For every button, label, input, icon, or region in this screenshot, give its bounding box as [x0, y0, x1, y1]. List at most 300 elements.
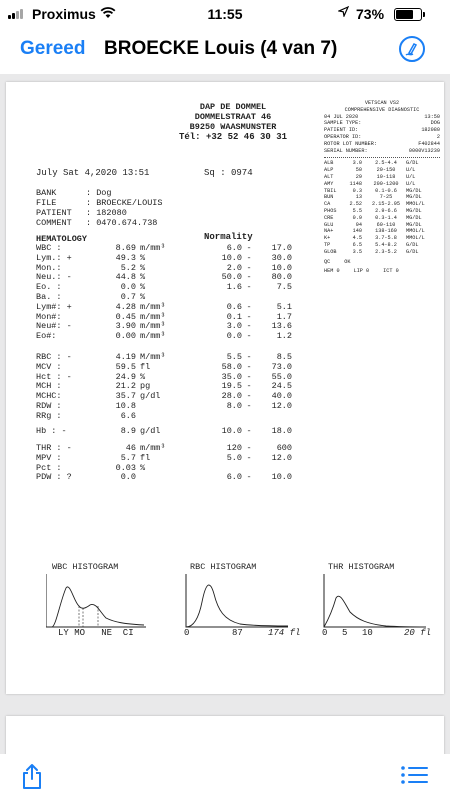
range-high: 12.0 [271, 400, 292, 411]
table-row [36, 473, 292, 483]
qc-label: QC [324, 258, 331, 265]
analyte-range: 5.4-8.2 [375, 241, 397, 248]
range-high: 1.7 [276, 311, 292, 322]
param-unit: m/mm³ [140, 443, 166, 453]
analyte-range: 2.9-6.6 [375, 207, 397, 214]
analyte-range: 200-1200 [373, 180, 399, 187]
rbc-axis-87: 87 [232, 628, 243, 638]
param-unit: % [140, 262, 146, 273]
analyte-row [324, 174, 440, 181]
param-name: MCV : [36, 361, 62, 372]
range-dash: - [246, 282, 252, 293]
vetscan-date: 04 JUL 2020 [324, 113, 359, 120]
clinic-name: DAP DE DOMMEL [199, 102, 267, 112]
analyte-range: 3.7-5.8 [375, 235, 397, 242]
range-high: 12.0 [271, 452, 292, 463]
param-unit: % [140, 462, 146, 473]
analyte-value: 13 [355, 194, 362, 201]
analyte-value: 50 [355, 167, 362, 174]
analyte-range: 138-160 [375, 228, 397, 235]
param-unit: m/mm³ [140, 243, 166, 253]
range-high: 10.0 [271, 472, 292, 483]
range-dash: - [246, 391, 252, 402]
range-low: 0.0 [226, 331, 242, 342]
analyte-name: PHOS [324, 207, 337, 214]
vetscan-datetime [324, 114, 440, 121]
patient-info [36, 188, 163, 228]
analyte-value: 5.5 [352, 207, 362, 214]
param-name: Lym.: + [36, 252, 72, 263]
info-row [36, 188, 163, 198]
ict-index: ICT 0 [383, 268, 399, 275]
range-low: 0.1 [226, 311, 242, 322]
vetscan-field-value: 2 [436, 133, 440, 140]
param-value: 6.6 [120, 410, 136, 421]
param-name: PDW : ? [36, 472, 72, 483]
analyte-unit: MMOL/L [406, 201, 425, 208]
param-name: Eo#: [36, 331, 57, 342]
analyte-name: TBIL [324, 187, 337, 194]
param-unit: m/mm³ [140, 301, 166, 312]
range-dash: - [246, 352, 252, 362]
param-name: MCHC: [36, 391, 62, 402]
table-row [36, 283, 292, 293]
param-value: 8.69 [115, 243, 136, 253]
battery-percentage: 73% [356, 6, 385, 22]
table-row [36, 412, 292, 422]
param-unit: fl [140, 452, 151, 463]
range-low: 0.6 [226, 301, 242, 312]
vetscan-field-value: 0000V13239 [408, 147, 440, 154]
param-value: 10.8 [115, 400, 136, 411]
vetscan-field [324, 120, 440, 127]
analyte-range: 0.1-0.6 [375, 187, 397, 194]
vetscan-field [324, 134, 440, 141]
param-value: 0.0 [120, 282, 136, 293]
wbc-histogram [46, 572, 146, 628]
analyte-unit: G/DL [406, 160, 419, 167]
table-row [36, 273, 292, 283]
clock: 11:55 [207, 6, 243, 22]
vetscan-title: VETSCAN VS2 [364, 100, 400, 106]
param-value: 0.45 [115, 311, 136, 322]
qc-ok: OK [344, 258, 351, 265]
table-row [36, 363, 292, 373]
analyte-value: 3.5 [352, 248, 362, 255]
battery-icon [394, 8, 422, 21]
analyte-name: GLOB [324, 248, 337, 255]
range-low: 35.0 [221, 371, 242, 382]
vetscan-field-label: SERIAL NUMBER: [324, 147, 368, 154]
rbc-axis-0: 0 [184, 628, 190, 638]
document-viewer[interactable] [0, 74, 450, 754]
analyte-row [324, 167, 440, 174]
param-value: 44.8 [115, 272, 136, 283]
table-row [36, 402, 292, 412]
range-low: 10.0 [221, 426, 242, 436]
analyte-unit: MG/DL [406, 214, 422, 221]
analyte-range: 10-118 [376, 173, 396, 180]
analyte-value: 0.3 [352, 187, 362, 194]
bottom-toolbar [0, 754, 450, 800]
param-unit: m/mm³ [140, 331, 166, 342]
analyte-row [324, 194, 440, 201]
analyte-row [324, 235, 440, 242]
param-value: 0.03 [115, 462, 136, 473]
info-row [36, 198, 163, 208]
param-name: RBC : - [36, 352, 72, 362]
info-row [36, 218, 163, 228]
range-dash: - [246, 301, 252, 312]
table-row [36, 264, 292, 274]
analyte-row [324, 222, 440, 229]
hemoglobin-table [36, 427, 292, 437]
range-dash: - [246, 252, 252, 263]
analyte-unit: U/L [406, 173, 416, 180]
range-low: 3.0 [226, 321, 242, 332]
param-unit: % [140, 371, 146, 382]
range-dash: - [246, 371, 252, 382]
param-value: 49.3 [115, 252, 136, 263]
range-dash: - [246, 400, 252, 411]
range-low: 58.0 [221, 361, 242, 372]
lip-index: LIP 0 [353, 268, 370, 275]
markup-pen-icon[interactable] [399, 36, 425, 62]
location-arrow-icon [338, 6, 349, 20]
analyte-unit: MMOL/L [406, 235, 425, 242]
param-name: Neu#: - [36, 321, 72, 332]
range-high: 17.0 [271, 243, 292, 253]
analyte-unit: U/L [406, 180, 416, 187]
param-value: 3.90 [115, 321, 136, 332]
range-high: 8.5 [276, 352, 292, 362]
range-high: 80.0 [271, 272, 292, 283]
param-name: RDW : [36, 400, 62, 411]
param-unit: fl [140, 361, 151, 372]
hematology-heading: HEMATOLOGY [36, 234, 88, 244]
param-value: 5.2 [120, 262, 136, 273]
analyte-range: 2.5-4.4 [375, 160, 397, 167]
analyte-unit: MG/DL [406, 207, 422, 214]
analyte-row [324, 249, 440, 256]
range-high: 18.0 [271, 426, 292, 436]
analyte-unit: MG/DL [406, 194, 422, 201]
analyte-unit: MG/DL [406, 221, 422, 228]
share-icon[interactable] [20, 762, 44, 795]
param-unit: % [140, 282, 146, 293]
thr-axis-0: 0 [322, 628, 328, 638]
param-name: THR : - [36, 443, 72, 453]
range-dash: - [246, 361, 252, 372]
vetscan-field-label: SAMPLE TYPE: [324, 120, 362, 127]
clinic-header [168, 102, 298, 142]
range-high: 10.0 [271, 262, 292, 273]
param-name: Neu.: - [36, 272, 72, 283]
normality-heading: Normality [204, 232, 253, 242]
analyte-row [324, 228, 440, 235]
param-value: 0.7 [120, 291, 136, 302]
analyte-name: ALB [324, 160, 334, 167]
document-title: BROECKE Louis (4 van 7) [104, 38, 338, 59]
analyte-unit: G/DL [406, 248, 419, 255]
range-high: 5.1 [276, 301, 292, 312]
range-dash: - [246, 321, 252, 332]
analyte-name: CRE [324, 214, 334, 221]
thrombocyte-table [36, 444, 292, 483]
table-row [36, 464, 292, 474]
analyte-name: CA [324, 201, 331, 208]
analyte-name: K+ [324, 235, 331, 242]
param-unit [140, 473, 202, 483]
param-name: Hct : - [36, 371, 72, 382]
table-row [36, 244, 292, 254]
param-value: 21.2 [115, 381, 136, 392]
range-dash: - [246, 262, 252, 273]
param-unit [140, 402, 202, 412]
sequence-number: Sq : 0974 [204, 168, 253, 178]
vetscan-field-value: DOG [430, 120, 440, 127]
param-name: Ba. : [36, 291, 62, 302]
analyte-value: 94 [355, 221, 362, 228]
param-name: Pct : [36, 462, 62, 473]
range-low: 8.0 [226, 400, 242, 411]
analyte-value: 4.5 [352, 235, 362, 242]
analyte-name: AMY [324, 180, 334, 187]
param-value: 5.7 [120, 452, 136, 463]
param-unit: pg [140, 381, 151, 392]
range-high [256, 412, 292, 422]
range-dash: - [246, 443, 252, 453]
thr-axis-20: 20 fl [404, 628, 432, 638]
hem-index: HEM 0 [324, 268, 340, 275]
analyte-row [324, 160, 440, 167]
clinic-street: DOMMELSTRAAT 46 [194, 112, 272, 122]
analyte-name: BUN [324, 194, 334, 201]
analyte-row [324, 201, 440, 208]
done-button[interactable]: Gereed [20, 38, 86, 59]
info-label: FILE [36, 198, 57, 208]
vetscan-qc [324, 259, 440, 266]
range-high: 24.5 [271, 381, 292, 392]
table-row [36, 254, 292, 264]
info-value: : 182080 [86, 208, 127, 218]
range-dash [242, 412, 256, 422]
analyte-range: 7-25 [379, 194, 393, 201]
vetscan-field [324, 127, 440, 134]
param-unit: g/dl [140, 426, 161, 436]
clinic-city: B9250 WAASMUNSTER [189, 122, 277, 132]
rbc-histogram [184, 572, 288, 628]
range-dash: - [246, 331, 252, 342]
report-date: July Sat 4,2020 13:51 [36, 168, 150, 178]
vetscan-field [324, 141, 440, 148]
info-value: : 0470.674.738 [86, 218, 158, 228]
range-low: 5.0 [226, 452, 242, 463]
range-high: 1.2 [276, 331, 292, 342]
param-name: Mon#: [36, 311, 62, 322]
analyte-unit: MG/DL [406, 187, 422, 194]
document-page [6, 82, 444, 694]
range-low: 120 [226, 443, 242, 453]
analyte-value: 2.52 [349, 201, 362, 208]
param-name: Lym#: + [36, 301, 72, 312]
analyte-row [324, 181, 440, 188]
analyte-row [324, 242, 440, 249]
analyte-value: 1148 [349, 180, 362, 187]
param-name: Hb : - [36, 426, 67, 436]
range-high: 30.0 [271, 252, 292, 263]
range-low: 10.0 [221, 252, 242, 263]
rbc-histogram-title: RBC HISTOGRAM [190, 562, 257, 572]
analyte-range: 2.3-5.2 [375, 248, 397, 255]
vetscan-indices [324, 268, 440, 275]
thr-axis-10: 10 [362, 628, 373, 638]
analyte-unit: U/L [406, 167, 416, 174]
battery-fill [396, 10, 413, 19]
range-low [202, 412, 242, 422]
vetscan-time: 13:50 [424, 113, 440, 120]
battery-tip [423, 12, 425, 17]
param-unit: % [140, 291, 146, 302]
navigation-bar [0, 30, 450, 74]
param-name: RRg : [36, 410, 62, 421]
thr-axis-5: 5 [342, 628, 348, 638]
info-value: : Dog [86, 188, 112, 198]
param-name: MPV : [36, 452, 62, 463]
analyte-unit: G/DL [406, 241, 419, 248]
analyte-value: 0.9 [352, 214, 362, 221]
status-bar [0, 0, 450, 30]
analyte-name: TP [324, 241, 331, 248]
range-high: 13.6 [271, 321, 292, 332]
range-low: 28.0 [221, 391, 242, 402]
param-unit: % [140, 272, 146, 283]
wbc-histogram-title: WBC HISTOGRAM [52, 562, 119, 572]
range-high: 40.0 [271, 391, 292, 402]
range-low: 6.0 [226, 472, 242, 483]
divider [324, 157, 440, 158]
param-value: 0.0 [120, 472, 136, 483]
table-row [36, 444, 292, 454]
range-low: 1.6 [226, 282, 242, 293]
table-row [36, 332, 292, 342]
param-value: 35.7 [115, 391, 136, 402]
param-value: 4.19 [115, 352, 136, 362]
param-value: 24.9 [115, 371, 136, 382]
range-high: 55.0 [271, 371, 292, 382]
vetscan-field-label: PATIENT ID: [324, 127, 359, 134]
param-unit: M/mm³ [140, 352, 166, 362]
table-row [36, 382, 292, 392]
erythrocyte-table [36, 353, 292, 422]
param-unit [140, 412, 202, 422]
param-value: 8.9 [120, 426, 136, 436]
param-name: Mon.: [36, 262, 62, 273]
param-name: Eo. : [36, 282, 62, 293]
analyte-range: 60-110 [376, 221, 396, 228]
range-dash: - [246, 426, 252, 436]
vetscan-report [324, 100, 440, 275]
carrier-label: Proximus [32, 6, 96, 22]
range-low: 5.5 [226, 352, 242, 362]
table-row [36, 427, 292, 437]
rbc-axis-174: 174 fl [268, 628, 301, 638]
table-row [36, 454, 292, 464]
param-unit: % [140, 252, 146, 263]
analyte-range: 0.3-1.4 [375, 214, 397, 221]
range-dash: - [246, 472, 252, 483]
param-unit: g/dl [140, 391, 161, 402]
analyte-row [324, 215, 440, 222]
info-value: : BROECKE/LOUIS [86, 198, 163, 208]
vetscan-details [324, 120, 440, 154]
param-value: 59.5 [115, 361, 136, 372]
analyte-name: NA+ [324, 228, 334, 235]
clinic-phone: Tél: +32 52 46 30 31 [178, 132, 288, 142]
analyte-row [324, 188, 440, 195]
analyte-name: ALT [324, 173, 334, 180]
analyte-unit: MMOL/L [406, 228, 425, 235]
param-name: WBC : [36, 243, 62, 253]
wbc-axis-labels: LY MO NE CI [58, 628, 134, 638]
range-low: 2.0 [226, 262, 242, 273]
range-high: 600 [276, 443, 292, 453]
range-dash: - [246, 243, 252, 253]
param-value: 4.28 [115, 301, 136, 312]
table-row [36, 392, 292, 402]
info-label: PATIENT [36, 208, 72, 218]
vetscan-field [324, 148, 440, 155]
analyte-value: 29 [355, 173, 362, 180]
next-page-preview [6, 716, 444, 756]
range-dash: - [246, 452, 252, 463]
info-row [36, 208, 163, 218]
analyte-name: GLU [324, 221, 334, 228]
analyte-range: 2.15-2.95 [371, 201, 401, 208]
thr-histogram [322, 572, 426, 628]
range-low: 50.0 [221, 272, 242, 283]
param-value: 46 [125, 443, 136, 453]
vetscan-field-value: F402844 [418, 140, 440, 147]
info-label: COMMENT [36, 218, 72, 228]
param-unit: m/mm³ [140, 311, 166, 322]
vetscan-field-label: ROTOR LOT NUMBER: [324, 140, 377, 147]
range-low: 6.0 [226, 243, 242, 253]
list-icon[interactable] [400, 764, 428, 791]
param-value: 0.00 [115, 331, 136, 342]
thr-histogram-title: THR HISTOGRAM [328, 562, 395, 572]
vetscan-field-value: 182080 [421, 127, 440, 134]
param-name: MCH : [36, 381, 62, 392]
info-label: BANK [36, 188, 57, 198]
param-unit: m/mm³ [140, 321, 166, 332]
vetscan-field-label: OPERATOR ID: [324, 133, 362, 140]
table-row [36, 353, 292, 363]
range-high: 73.0 [271, 361, 292, 372]
table-row [36, 373, 292, 383]
analyte-value: 140 [352, 228, 362, 235]
range-low: 19.5 [221, 381, 242, 392]
analyte-value: 6.5 [352, 241, 362, 248]
range-dash: - [246, 311, 252, 322]
vetscan-analytes [324, 160, 440, 255]
hematology-table [36, 244, 292, 342]
range-dash: - [246, 272, 252, 283]
analyte-range: 20-150 [376, 167, 396, 174]
analyte-row [324, 208, 440, 215]
range-high: 7.5 [276, 282, 292, 293]
analyte-name: ALP [324, 167, 334, 174]
